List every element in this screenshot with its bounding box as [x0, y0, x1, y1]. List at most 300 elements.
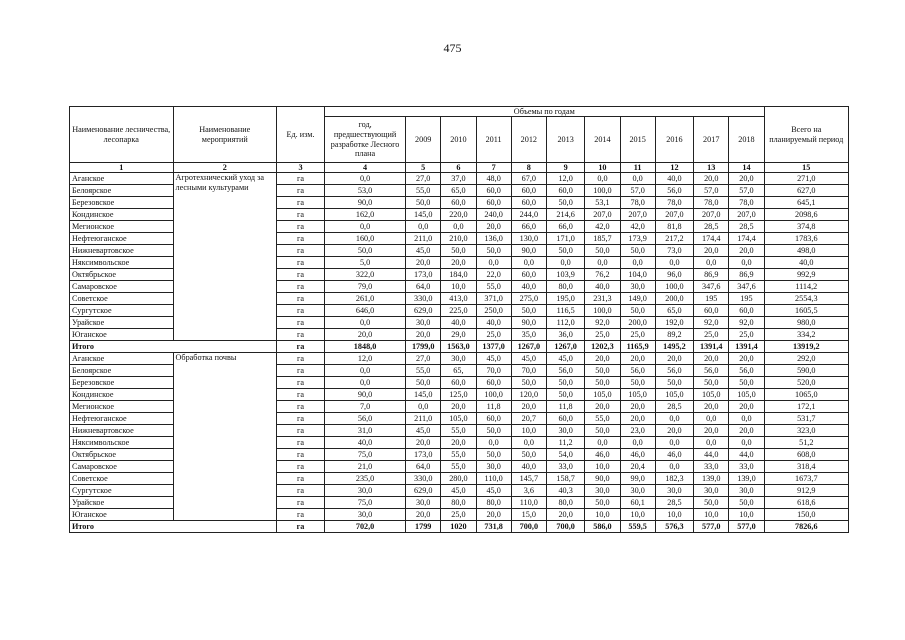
year-value-cell: 1377,0 — [476, 341, 511, 353]
prev-year-cell: 56,0 — [325, 413, 406, 425]
year-value-cell: 10,0 — [620, 509, 655, 521]
year-value-cell: 0,0 — [729, 437, 764, 449]
unit-cell: га — [277, 497, 325, 509]
year-value-cell: 20,0 — [694, 425, 729, 437]
year-value-cell: 11,8 — [476, 401, 511, 413]
unit-cell: га — [277, 257, 325, 269]
forest-plan-table-container — [69, 106, 849, 533]
year-value-cell: 55,0 — [441, 425, 476, 437]
year-value-cell: 60,0 — [511, 269, 546, 281]
column-number: 5 — [406, 163, 441, 173]
year-value-cell: 559,5 — [620, 521, 655, 533]
year-value-cell: 60,1 — [620, 497, 655, 509]
year-value-cell: 37,0 — [441, 173, 476, 185]
prev-year-cell: 5,0 — [325, 257, 406, 269]
forestry-name-cell: Мегионское — [70, 221, 174, 233]
year-value-cell: 207,0 — [729, 209, 764, 221]
year-value-cell: 50,0 — [655, 377, 693, 389]
year-value-cell: 0,0 — [585, 257, 620, 269]
year-value-cell: 60,0 — [511, 197, 546, 209]
year-value-cell: 110,0 — [476, 473, 511, 485]
header-year: 2017 — [694, 117, 729, 163]
unit-cell: га — [277, 509, 325, 521]
year-value-cell: 12,0 — [546, 173, 584, 185]
year-value-cell: 1267,0 — [511, 341, 546, 353]
year-value-cell: 55,0 — [406, 185, 441, 197]
year-value-cell: 577,0 — [694, 521, 729, 533]
header-year: 2015 — [620, 117, 655, 163]
year-value-cell: 731,8 — [476, 521, 511, 533]
year-value-cell: 89,2 — [655, 329, 693, 341]
row-total-cell: 608,0 — [764, 449, 848, 461]
year-value-cell: 80,0 — [476, 497, 511, 509]
year-value-cell: 57,0 — [620, 185, 655, 197]
year-value-cell: 50,0 — [694, 377, 729, 389]
year-value-cell: 35,0 — [511, 329, 546, 341]
prev-year-cell: 261,0 — [325, 293, 406, 305]
year-value-cell: 56,0 — [620, 365, 655, 377]
year-value-cell: 105,0 — [585, 389, 620, 401]
year-value-cell: 78,0 — [729, 197, 764, 209]
year-value-cell: 185,7 — [585, 233, 620, 245]
year-value-cell: 45,0 — [406, 425, 441, 437]
table-header — [70, 107, 849, 173]
row-total-cell: 374,8 — [764, 221, 848, 233]
grand-total-cell: 7826,6 — [764, 521, 848, 533]
year-value-cell: 60,0 — [694, 305, 729, 317]
year-value-cell: 45,0 — [441, 485, 476, 497]
year-value-cell: 56,0 — [729, 365, 764, 377]
table-row — [70, 173, 849, 185]
page-number: 475 — [443, 41, 462, 55]
year-value-cell: 30,0 — [655, 485, 693, 497]
forestry-name-cell: Нижневартовское — [70, 425, 174, 437]
year-value-cell: 30,0 — [406, 497, 441, 509]
unit-cell: га — [277, 221, 325, 233]
year-value-cell: 20,0 — [585, 401, 620, 413]
year-value-cell: 90,0 — [511, 317, 546, 329]
activity-cell: Обработка почвы — [173, 353, 277, 521]
column-number: 8 — [511, 163, 546, 173]
header-volumes: Объемы по годам — [325, 107, 765, 117]
year-value-cell: 96,0 — [655, 269, 693, 281]
year-value-cell: 50,0 — [406, 197, 441, 209]
year-value-cell: 44,0 — [729, 449, 764, 461]
year-value-cell: 33,0 — [729, 461, 764, 473]
year-value-cell: 25,0 — [476, 329, 511, 341]
row-total-cell: 1065,0 — [764, 389, 848, 401]
year-value-cell: 30,0 — [476, 461, 511, 473]
year-value-cell: 28,5 — [655, 401, 693, 413]
year-value-cell: 40,3 — [546, 485, 584, 497]
year-value-cell: 27,0 — [406, 353, 441, 365]
unit-cell: га — [277, 233, 325, 245]
year-value-cell: 700,0 — [511, 521, 546, 533]
year-value-cell: 103,9 — [546, 269, 584, 281]
year-value-cell: 0,0 — [406, 221, 441, 233]
year-value-cell: 145,7 — [511, 473, 546, 485]
year-value-cell: 174,4 — [694, 233, 729, 245]
year-value-cell: 66,0 — [546, 221, 584, 233]
column-number: 14 — [729, 163, 764, 173]
row-total-cell: 323,0 — [764, 425, 848, 437]
year-value-cell: 42,0 — [585, 221, 620, 233]
prev-year-cell: 90,0 — [325, 197, 406, 209]
year-value-cell: 0,0 — [476, 437, 511, 449]
year-value-cell: 10,0 — [511, 425, 546, 437]
year-value-cell: 25,0 — [729, 329, 764, 341]
year-value-cell: 280,0 — [441, 473, 476, 485]
header-year: 2010 — [441, 117, 476, 163]
year-value-cell: 60,0 — [476, 377, 511, 389]
column-number: 9 — [546, 163, 584, 173]
total-label-cell: Итого — [70, 521, 277, 533]
year-value-cell: 217,2 — [655, 233, 693, 245]
year-value-cell: 0,0 — [546, 257, 584, 269]
year-value-cell: 207,0 — [694, 209, 729, 221]
year-value-cell: 20,0 — [406, 257, 441, 269]
year-value-cell: 70,0 — [476, 365, 511, 377]
year-value-cell: 50,0 — [546, 245, 584, 257]
year-value-cell: 92,0 — [729, 317, 764, 329]
unit-cell: га — [277, 449, 325, 461]
year-value-cell: 195 — [694, 293, 729, 305]
table-body — [70, 173, 849, 533]
year-value-cell: 60,0 — [476, 413, 511, 425]
year-value-cell: 20,0 — [694, 245, 729, 257]
unit-cell: га — [277, 473, 325, 485]
year-value-cell: 11,2 — [546, 437, 584, 449]
year-value-cell: 45,0 — [476, 485, 511, 497]
year-value-cell: 78,0 — [655, 197, 693, 209]
year-value-cell: 100,0 — [585, 305, 620, 317]
prev-year-cell: 20,0 — [325, 329, 406, 341]
year-value-cell: 60,0 — [476, 197, 511, 209]
header-year: 2012 — [511, 117, 546, 163]
year-value-cell: 20,0 — [620, 353, 655, 365]
header-year: 2014 — [585, 117, 620, 163]
year-value-cell: 60,0 — [441, 377, 476, 389]
year-value-cell: 50,0 — [620, 305, 655, 317]
year-value-cell: 50,0 — [585, 497, 620, 509]
row-total-cell: 912,9 — [764, 485, 848, 497]
year-value-cell: 195,0 — [546, 293, 584, 305]
year-value-cell: 1799 — [406, 521, 441, 533]
year-value-cell: 0,0 — [655, 413, 693, 425]
column-number: 11 — [620, 163, 655, 173]
year-value-cell: 10,0 — [655, 509, 693, 521]
year-value-cell: 20,0 — [511, 401, 546, 413]
unit-cell: га — [277, 485, 325, 497]
year-value-cell: 45,0 — [476, 353, 511, 365]
year-value-cell: 240,0 — [476, 209, 511, 221]
row-total-cell: 51,2 — [764, 437, 848, 449]
year-value-cell: 0,0 — [620, 173, 655, 185]
unit-cell: га — [277, 173, 325, 185]
year-value-cell: 105,0 — [655, 389, 693, 401]
unit-cell: га — [277, 293, 325, 305]
year-value-cell: 73,0 — [655, 245, 693, 257]
year-value-cell: 30,0 — [694, 485, 729, 497]
row-total-cell: 334,2 — [764, 329, 848, 341]
year-value-cell: 57,0 — [694, 185, 729, 197]
year-value-cell: 700,0 — [546, 521, 584, 533]
year-value-cell: 46,0 — [655, 449, 693, 461]
year-value-cell: 629,0 — [406, 305, 441, 317]
year-value-cell: 0,0 — [655, 257, 693, 269]
year-value-cell: 20,0 — [729, 425, 764, 437]
prev-year-cell: 0,0 — [325, 221, 406, 233]
year-value-cell: 20,0 — [729, 353, 764, 365]
year-value-cell: 50,0 — [406, 377, 441, 389]
year-value-cell: 20,0 — [694, 401, 729, 413]
year-value-cell: 20,4 — [620, 461, 655, 473]
forestry-name-cell: Березовское — [70, 377, 174, 389]
year-value-cell: 20,7 — [511, 413, 546, 425]
year-value-cell: 576,3 — [655, 521, 693, 533]
year-value-cell: 50,0 — [585, 425, 620, 437]
year-value-cell: 65, — [441, 365, 476, 377]
year-value-cell: 55,0 — [441, 461, 476, 473]
prev-year-cell: 90,0 — [325, 389, 406, 401]
header-unit: Ед. изм. — [277, 107, 325, 163]
year-value-cell: 275,0 — [511, 293, 546, 305]
row-total-cell: 1783,6 — [764, 233, 848, 245]
section-total-row — [70, 341, 849, 353]
year-value-cell: 20,0 — [655, 425, 693, 437]
year-value-cell: 0,0 — [620, 437, 655, 449]
year-value-cell: 27,0 — [406, 173, 441, 185]
year-value-cell: 50,0 — [585, 377, 620, 389]
column-number: 1 — [70, 163, 174, 173]
year-value-cell: 50,0 — [476, 449, 511, 461]
prev-year-cell: 30,0 — [325, 485, 406, 497]
forestry-name-cell: Нижневартовское — [70, 245, 174, 257]
header-year: 2018 — [729, 117, 764, 163]
column-number: 13 — [694, 163, 729, 173]
year-value-cell: 200,0 — [620, 317, 655, 329]
year-value-cell: 55,0 — [476, 281, 511, 293]
forestry-name-cell: Нефтеюганское — [70, 413, 174, 425]
year-value-cell: 231,3 — [585, 293, 620, 305]
prev-year-cell: 53,0 — [325, 185, 406, 197]
year-value-cell: 70,0 — [511, 365, 546, 377]
year-value-cell: 20,0 — [476, 509, 511, 521]
year-value-cell: 100,0 — [655, 281, 693, 293]
year-value-cell: 105,0 — [694, 389, 729, 401]
year-value-cell: 145,0 — [406, 209, 441, 221]
year-value-cell: 46,0 — [585, 449, 620, 461]
header-prev-year: год, предшествующий разработке Лесного плана — [325, 117, 406, 163]
year-value-cell: 25,0 — [585, 329, 620, 341]
year-value-cell: 139,0 — [694, 473, 729, 485]
year-value-cell: 65,0 — [441, 185, 476, 197]
year-value-cell: 90,0 — [585, 473, 620, 485]
year-value-cell: 10,0 — [585, 461, 620, 473]
forestry-name-cell: Березовское — [70, 197, 174, 209]
forestry-name-cell: Советское — [70, 473, 174, 485]
prev-year-cell: 702,0 — [325, 521, 406, 533]
unit-cell: га — [277, 281, 325, 293]
year-value-cell: 11,8 — [546, 401, 584, 413]
year-value-cell: 80,0 — [546, 497, 584, 509]
year-value-cell: 30,0 — [620, 281, 655, 293]
year-value-cell: 105,0 — [441, 413, 476, 425]
unit-cell: га — [277, 341, 325, 353]
year-value-cell: 66,0 — [511, 221, 546, 233]
year-value-cell: 0,0 — [655, 461, 693, 473]
year-value-cell: 20,0 — [585, 353, 620, 365]
prev-year-cell: 12,0 — [325, 353, 406, 365]
forestry-name-cell: Юганское — [70, 329, 174, 341]
year-value-cell: 92,0 — [694, 317, 729, 329]
column-number: 6 — [441, 163, 476, 173]
year-value-cell: 10,0 — [694, 509, 729, 521]
year-value-cell: 10,0 — [441, 281, 476, 293]
prev-year-cell: 0,0 — [325, 377, 406, 389]
forestry-name-cell: Самаровское — [70, 281, 174, 293]
unit-cell: га — [277, 425, 325, 437]
year-value-cell: 0,0 — [694, 257, 729, 269]
header-activity: Наименование мероприятий — [173, 107, 277, 163]
year-value-cell: 46,0 — [620, 449, 655, 461]
year-value-cell: 0,0 — [655, 437, 693, 449]
prev-year-cell: 1848,0 — [325, 341, 406, 353]
year-value-cell: 1020 — [441, 521, 476, 533]
prev-year-cell: 0,0 — [325, 365, 406, 377]
year-value-cell: 33,0 — [546, 461, 584, 473]
year-value-cell: 64,0 — [406, 461, 441, 473]
year-value-cell: 55,0 — [406, 365, 441, 377]
forestry-name-cell: Октябрьское — [70, 449, 174, 461]
year-value-cell: 28,5 — [694, 221, 729, 233]
year-value-cell: 182,3 — [655, 473, 693, 485]
year-value-cell: 20,0 — [729, 245, 764, 257]
year-value-cell: 210,0 — [441, 233, 476, 245]
year-value-cell: 20,0 — [546, 509, 584, 521]
column-number: 2 — [173, 163, 277, 173]
year-value-cell: 76,2 — [585, 269, 620, 281]
column-number: 4 — [325, 163, 406, 173]
year-value-cell: 92,0 — [585, 317, 620, 329]
prev-year-cell: 0,0 — [325, 173, 406, 185]
year-value-cell: 30,0 — [729, 485, 764, 497]
prev-year-cell: 40,0 — [325, 437, 406, 449]
unit-cell: га — [277, 269, 325, 281]
year-value-cell: 29,0 — [441, 329, 476, 341]
prev-year-cell: 160,0 — [325, 233, 406, 245]
year-value-cell: 99,0 — [620, 473, 655, 485]
year-value-cell: 20,0 — [694, 173, 729, 185]
year-value-cell: 112,0 — [546, 317, 584, 329]
row-total-cell: 498,0 — [764, 245, 848, 257]
prev-year-cell: 75,0 — [325, 497, 406, 509]
year-value-cell: 20,0 — [655, 353, 693, 365]
year-value-cell: 125,0 — [441, 389, 476, 401]
year-value-cell: 60,0 — [441, 197, 476, 209]
year-value-cell: 60,0 — [511, 185, 546, 197]
year-value-cell: 60,0 — [476, 185, 511, 197]
unit-cell: га — [277, 437, 325, 449]
forestry-name-cell: Урайское — [70, 317, 174, 329]
year-value-cell: 80,0 — [546, 281, 584, 293]
year-value-cell: 28,5 — [729, 221, 764, 233]
year-value-cell: 586,0 — [585, 521, 620, 533]
forestry-name-cell: Белоярское — [70, 365, 174, 377]
year-value-cell: 30,0 — [585, 485, 620, 497]
year-value-cell: 30,0 — [546, 425, 584, 437]
year-value-cell: 145,0 — [406, 389, 441, 401]
forestry-name-cell: Кондинское — [70, 389, 174, 401]
year-value-cell: 207,0 — [620, 209, 655, 221]
year-value-cell: 20,0 — [441, 401, 476, 413]
year-value-cell: 50,0 — [476, 425, 511, 437]
year-value-cell: 207,0 — [585, 209, 620, 221]
year-value-cell: 20,0 — [729, 173, 764, 185]
column-number: 12 — [655, 163, 693, 173]
forestry-name-cell: Аганское — [70, 353, 174, 365]
year-value-cell: 3,6 — [511, 485, 546, 497]
year-value-cell: 40,0 — [511, 281, 546, 293]
row-total-cell: 590,0 — [764, 365, 848, 377]
year-value-cell: 30,0 — [441, 353, 476, 365]
year-value-cell: 50,0 — [729, 497, 764, 509]
unit-cell: га — [277, 305, 325, 317]
row-total-cell: 2554,3 — [764, 293, 848, 305]
year-value-cell: 50,0 — [511, 449, 546, 461]
year-value-cell: 158,7 — [546, 473, 584, 485]
year-value-cell: 20,0 — [441, 257, 476, 269]
forestry-name-cell: Нефтеюганское — [70, 233, 174, 245]
row-total-cell: 1605,5 — [764, 305, 848, 317]
year-value-cell: 20,0 — [441, 437, 476, 449]
year-value-cell: 86,9 — [729, 269, 764, 281]
prev-year-cell: 21,0 — [325, 461, 406, 473]
prev-year-cell: 31,0 — [325, 425, 406, 437]
year-value-cell: 0,0 — [620, 257, 655, 269]
unit-cell: га — [277, 353, 325, 365]
year-value-cell: 25,0 — [441, 509, 476, 521]
unit-cell: га — [277, 365, 325, 377]
year-value-cell: 56,0 — [546, 365, 584, 377]
forestry-name-cell: Урайское — [70, 497, 174, 509]
year-value-cell: 50,0 — [585, 365, 620, 377]
unit-cell: га — [277, 317, 325, 329]
year-value-cell: 120,0 — [511, 389, 546, 401]
unit-cell: га — [277, 197, 325, 209]
prev-year-cell: 322,0 — [325, 269, 406, 281]
year-value-cell: 413,0 — [441, 293, 476, 305]
row-total-cell: 531,7 — [764, 413, 848, 425]
year-value-cell: 20,0 — [729, 401, 764, 413]
forestry-name-cell: Советское — [70, 293, 174, 305]
year-value-cell: 50,0 — [546, 389, 584, 401]
column-number: 3 — [277, 163, 325, 173]
row-total-cell: 1673,7 — [764, 473, 848, 485]
year-value-cell: 48,0 — [476, 173, 511, 185]
row-total-cell: 150,0 — [764, 509, 848, 521]
row-total-cell: 318,4 — [764, 461, 848, 473]
year-value-cell: 105,0 — [729, 389, 764, 401]
unit-cell: га — [277, 185, 325, 197]
year-value-cell: 139,0 — [729, 473, 764, 485]
year-value-cell: 40,0 — [476, 317, 511, 329]
forestry-name-cell: Самаровское — [70, 461, 174, 473]
forestry-name-cell: Белоярское — [70, 185, 174, 197]
header-year: 2016 — [655, 117, 693, 163]
year-value-cell: 56,0 — [694, 365, 729, 377]
forestry-name-cell: Сургутское — [70, 485, 174, 497]
